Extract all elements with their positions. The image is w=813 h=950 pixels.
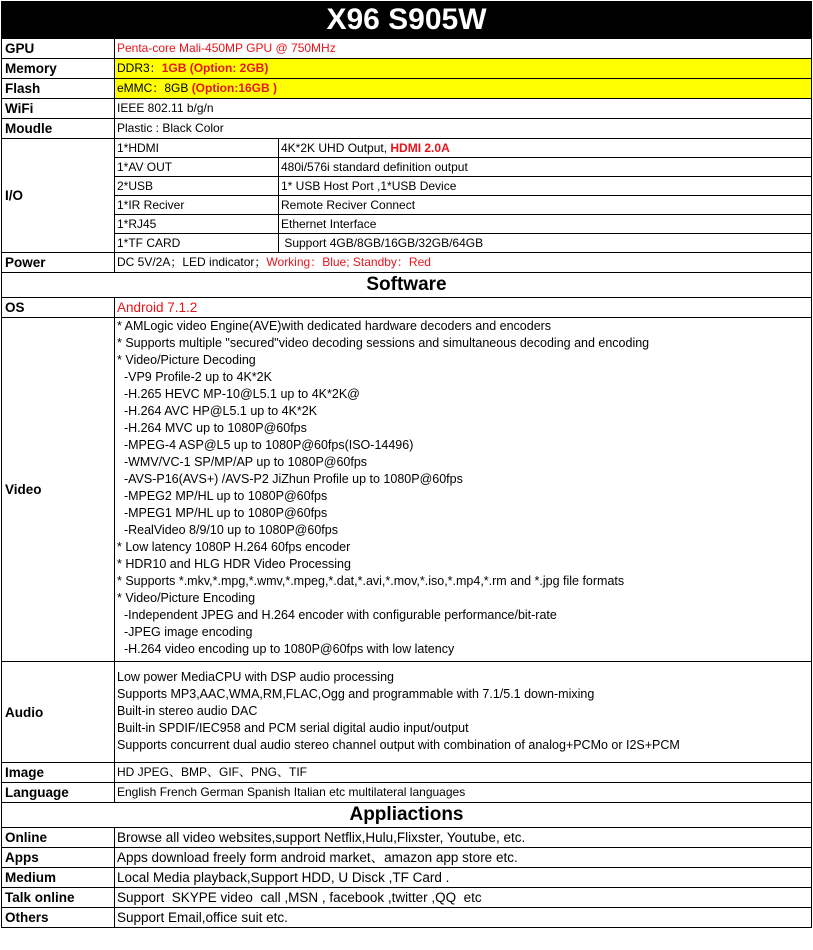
flash-label: Flash: [2, 79, 115, 99]
moudle-label: Moudle: [2, 119, 115, 139]
feature-line: -JPEG image encoding: [117, 625, 253, 639]
app-row: [2, 868, 812, 888]
memory-value-cell: [115, 59, 812, 79]
applications-heading: Appliactions: [2, 803, 812, 828]
app-label: Medium: [2, 868, 115, 888]
software-heading: Software: [2, 273, 812, 298]
wifi-row: [2, 99, 812, 119]
video-row: [2, 318, 812, 662]
language-label: Language: [2, 783, 115, 803]
app-value: Apps download freely form android market、amazon app store etc.: [115, 848, 812, 868]
os-label: OS: [2, 298, 115, 318]
feature-line: -H.264 video encoding up to 1080P@60fps with low latency: [117, 642, 455, 656]
video-label: Video: [2, 318, 115, 662]
language-row: [2, 783, 812, 803]
feature-line: * AMLogic video Engine(AVE)with dedicated hardware decoders and encoders: [117, 319, 552, 333]
feature-line: Supports concurrent dual audio stereo channel output with combination of analog+PCMo or I2S+PCM: [117, 738, 680, 752]
image-label: Image: [2, 763, 115, 783]
memory-type: DDR3：: [117, 61, 162, 75]
moudle-row: [2, 119, 812, 139]
feature-line: -MPEG1 MP/HL up to 1080P@60fps: [117, 506, 328, 520]
feature-line: * HDR10 and HLG HDR Video Processing: [117, 557, 351, 571]
io-port: 1*TF CARD: [115, 234, 279, 253]
app-label: Online: [2, 828, 115, 848]
feature-line: * Supports *.mkv,*.mpg,*.wmv,*.mpeg,*.dat,*.avi,*.mov,*.iso,*.mp4,*.rm and *.jpg file formats: [117, 574, 625, 588]
io-port: 1*RJ45: [115, 215, 279, 234]
io-desc: [279, 139, 812, 158]
gpu-row: [2, 39, 812, 59]
feature-line: -H.265 HEVC MP-10@L5.1 up to 4K*2K@: [117, 387, 360, 401]
feature-line: -AVS-P16(AVS+) /AVS-P2 JiZhun Profile up to 1080P@60fps: [117, 472, 463, 486]
feature-line: Supports MP3,AAC,WMA,RM,FLAC,Ogg and programmable with 7.1/5.1 down-mixing: [117, 687, 595, 701]
product-title: X96 S905W: [2, 2, 812, 39]
io-row: [2, 139, 812, 158]
feature-line: * Supports multiple "secured"video decoding sessions and simultaneous decoding and encoding: [117, 336, 650, 350]
io-row: [2, 215, 812, 234]
image-value: HD JPEG、BMP、GIF、PNG、TIF: [115, 763, 812, 783]
io-port: 1*HDMI: [115, 139, 279, 158]
os-value: Android 7.1.2: [115, 298, 812, 318]
power-value-cell: [115, 253, 812, 273]
app-value: Support SKYPE video call ,MSN , facebook ,twitter ,QQ etc: [115, 888, 812, 908]
applications-section: [2, 803, 812, 828]
io-desc: Remote Reciver Connect: [279, 196, 812, 215]
feature-line: * Video/Picture Decoding: [117, 353, 256, 367]
spec-sheet: [1, 1, 811, 928]
audio-label: Audio: [2, 662, 115, 763]
power-label: Power: [2, 253, 115, 273]
io-desc: Ethernet Interface: [279, 215, 812, 234]
feature-line: -MPEG2 MP/HL up to 1080P@60fps: [117, 489, 328, 503]
app-row: [2, 908, 812, 928]
io-row: [2, 234, 812, 253]
software-section: [2, 273, 812, 298]
io-row: [2, 177, 812, 196]
io-port: 1*AV OUT: [115, 158, 279, 177]
audio-row: [2, 662, 812, 763]
io-label: I/O: [2, 139, 115, 253]
power-led-states: Working：Blue; Standby：Red: [266, 255, 431, 269]
audio-features: [115, 662, 812, 763]
os-row: [2, 298, 812, 318]
gpu-label: GPU: [2, 39, 115, 59]
spec-table: [1, 1, 812, 928]
app-label: Talk online: [2, 888, 115, 908]
io-port: 2*USB: [115, 177, 279, 196]
feature-line: Built-in SPDIF/IEC958 and PCM serial digital audio input/output: [117, 721, 469, 735]
feature-line: -MPEG-4 ASP@L5 up to 1080P@60fps(ISO-14496): [117, 438, 414, 452]
feature-line: -RealVideo 8/9/10 up to 1080P@60fps: [117, 523, 338, 537]
app-value: Local Media playback,Support HDD, U Disck ,TF Card .: [115, 868, 812, 888]
io-desc-highlight: HDMI 2.0A: [390, 140, 450, 155]
io-desc-text: 4K*2K UHD Output,: [281, 140, 391, 155]
gpu-value: Penta-core Mali-450MP GPU @ 750MHz: [115, 39, 812, 59]
app-row: [2, 828, 812, 848]
feature-line: -Independent JPEG and H.264 encoder with configurable performance/bit-rate: [117, 608, 557, 622]
app-row: [2, 888, 812, 908]
feature-line: * Video/Picture Encoding: [117, 591, 256, 605]
flash-type: eMMC：8GB: [117, 81, 192, 95]
flash-option: (Option:16GB ): [191, 81, 278, 95]
feature-line: Low power MediaCPU with DSP audio processing: [117, 670, 394, 684]
moudle-value: Plastic : Black Color: [115, 119, 812, 139]
feature-line: -H.264 MVC up to 1080P@60fps: [117, 421, 307, 435]
feature-line: * Low latency 1080P H.264 60fps encoder: [117, 540, 351, 554]
io-desc: 1* USB Host Port ,1*USB Device: [279, 177, 812, 196]
app-label: Apps: [2, 848, 115, 868]
memory-row: [2, 59, 812, 79]
memory-label: Memory: [2, 59, 115, 79]
io-desc: Support 4GB/8GB/16GB/32GB/64GB: [279, 234, 812, 253]
feature-line: -H.264 AVC HP@L5.1 up to 4K*2K: [117, 404, 318, 418]
io-desc: 480i/576i standard definition output: [279, 158, 812, 177]
feature-line: Built-in stereo audio DAC: [117, 704, 258, 718]
power-row: [2, 253, 812, 273]
wifi-label: WiFi: [2, 99, 115, 119]
io-port: 1*IR Reciver: [115, 196, 279, 215]
power-spec: DC 5V/2A；LED indicator；: [117, 255, 267, 269]
language-value: English French German Spanish Italian etc multilateral languages: [115, 783, 812, 803]
image-row: [2, 763, 812, 783]
feature-line: -VP9 Profile-2 up to 4K*2K: [117, 370, 272, 384]
app-label: Others: [2, 908, 115, 928]
flash-value-cell: [115, 79, 812, 99]
io-row: [2, 158, 812, 177]
video-features: [115, 318, 812, 662]
io-row: [2, 196, 812, 215]
app-row: [2, 848, 812, 868]
memory-size: 1GB (Option: 2GB): [161, 61, 269, 75]
feature-line: -WMV/VC-1 SP/MP/AP up to 1080P@60fps: [117, 455, 368, 469]
app-value: Browse all video websites,support Netflix,Hulu,Flixster, Youtube, etc.: [115, 828, 812, 848]
flash-row: [2, 79, 812, 99]
app-value: Support Email,office suit etc.: [115, 908, 812, 928]
wifi-value: IEEE 802.11 b/g/n: [115, 99, 812, 119]
